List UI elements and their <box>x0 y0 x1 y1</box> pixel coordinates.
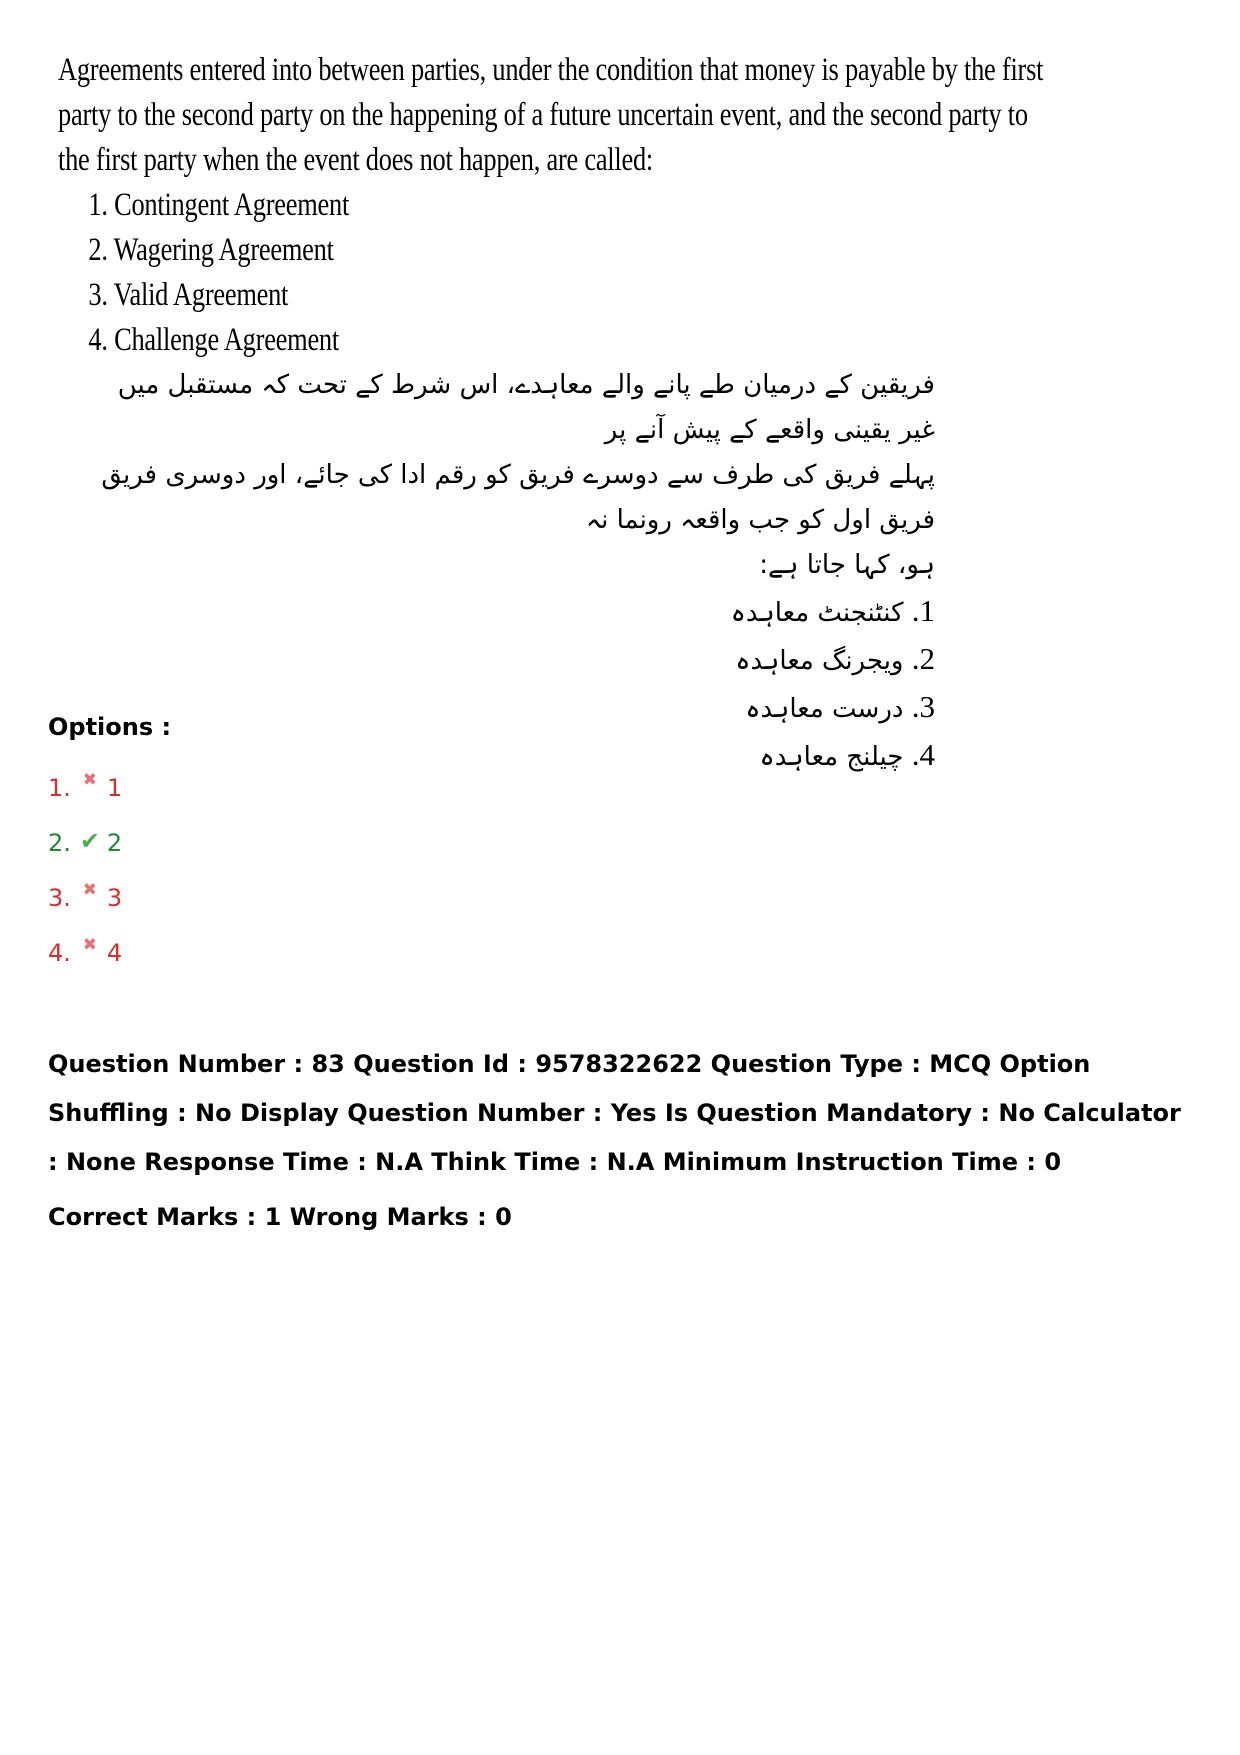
option-value: 4 <box>106 938 123 967</box>
question-option-english: 2. Wagering Agreement <box>88 232 334 268</box>
option-value: 2 <box>106 828 123 857</box>
option-index: 1. <box>48 773 71 802</box>
question-urdu <box>77 363 935 780</box>
question-line-urdu: پہلے فریق کی طرف سے دوسرے فریق کو رقم ادا کی جائے، اور دوسری فریق فریق اول کو جب واقعہ رونما نہ <box>101 460 935 535</box>
cross-icon: ✖ <box>82 879 98 900</box>
marks-info: Correct Marks : 1 Wrong Marks : 0 <box>48 1203 512 1231</box>
cross-icon: ✖ <box>82 769 98 790</box>
option-row <box>48 760 122 815</box>
option-text: کنٹنجنٹ معاہدہ <box>730 598 904 628</box>
option-index: 2. <box>48 828 71 857</box>
option-index: 3. <box>48 883 71 912</box>
option-value: 3 <box>106 883 123 912</box>
question-option-urdu <box>77 636 935 684</box>
option-row <box>48 815 122 870</box>
option-value: 1 <box>106 773 123 802</box>
question-option-urdu <box>77 732 935 780</box>
option-number: 4. <box>911 737 935 772</box>
option-number: 3. <box>911 689 935 724</box>
question-details: Question Number : 83 Question Id : 9578322622 Question Type : MCQ Option Shuffling : No Display Question Number : Yes Is Question Mandatory : No Calculator : None Response Time : N.A Think Time : N.A Minimum Instruction Time : 0 <box>48 1050 1181 1176</box>
question-line: Agreements entered into between parties, under the condition that money is payable by the first <box>58 52 1044 88</box>
option-index: 4. <box>48 938 71 967</box>
option-text: ویجرنگ معاہدہ <box>735 646 904 676</box>
option-text: درست معاہدہ <box>745 694 904 724</box>
question-option-english: 3. Valid Agreement <box>88 277 289 313</box>
option-row <box>48 925 122 980</box>
question-metadata <box>48 1040 1198 1242</box>
question-line-urdu: فریقین کے درمیان طے پانے والے معاہدے، اس شرط کے تحت کہ مستقبل میں غیر یقینی واقعے کے پیش آنے پر <box>117 370 935 445</box>
question-line-urdu: ہو، کہا جاتا ہے: <box>759 550 935 580</box>
option-number: 1. <box>911 593 935 628</box>
cross-icon: ✖ <box>82 934 98 955</box>
question-option-english: 1. Contingent Agreement <box>88 187 350 223</box>
check-icon: ✔ <box>79 826 100 855</box>
question-english <box>58 48 1044 363</box>
option-text: چیلنج معاہدہ <box>759 742 904 772</box>
option-number: 2. <box>911 641 935 676</box>
question-option-english: 4. Challenge Agreement <box>88 322 339 358</box>
options-list <box>48 760 122 980</box>
question-option-urdu <box>77 588 935 636</box>
question-line: the first party when the event does not happen, are called: <box>58 142 654 178</box>
options-heading: Options : <box>48 713 172 741</box>
question-option-urdu <box>77 684 935 732</box>
option-row <box>48 870 122 925</box>
question-line: party to the second party on the happening of a future uncertain event, and the second party to <box>58 97 1028 133</box>
